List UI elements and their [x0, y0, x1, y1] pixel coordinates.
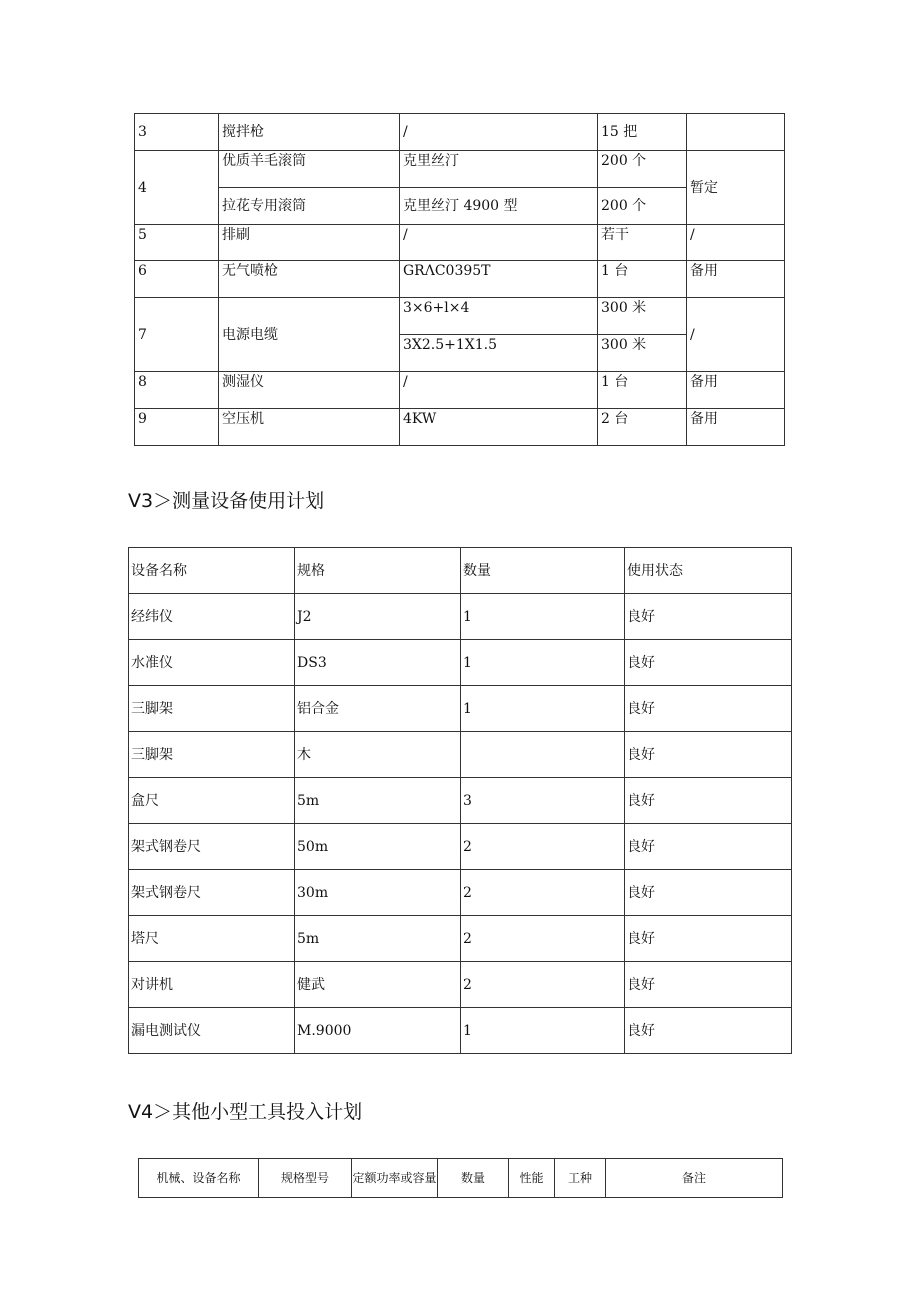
- table-row: [129, 594, 792, 640]
- cell-spec: /: [400, 225, 598, 261]
- header-cell: 使用状态: [625, 548, 792, 594]
- cell-device-name: 三脚架: [129, 686, 295, 732]
- cell-device-name: 盒尺: [129, 778, 295, 824]
- cell-name: 拉花专用滚筒: [219, 188, 400, 225]
- header-cell: 机械、设备名称: [139, 1159, 259, 1198]
- cell-no: 9: [135, 409, 219, 446]
- table-row: [135, 114, 785, 151]
- cell-spec: J2: [295, 594, 461, 640]
- section-title-measuring: V3＞测量设备使用计划: [128, 490, 325, 512]
- section-title-small-tools: V4＞其他小型工具投入计划: [128, 1101, 363, 1123]
- table-row: [135, 298, 785, 335]
- cell-qty: 200 个: [598, 188, 687, 225]
- cell-qty: 1: [461, 1008, 625, 1054]
- table-row: [129, 778, 792, 824]
- cell-spec: 克里丝汀 4900 型: [400, 188, 598, 225]
- cell-status: 良好: [625, 962, 792, 1008]
- header-cell: 工种: [555, 1159, 606, 1198]
- cell-no: 7: [135, 298, 219, 372]
- cell-status: 良好: [625, 640, 792, 686]
- cell-no: 3: [135, 114, 219, 151]
- cell-spec: 4KW: [400, 409, 598, 446]
- cell-status: 良好: [625, 732, 792, 778]
- cell-device-name: 经纬仪: [129, 594, 295, 640]
- cell-device-name: 塔尺: [129, 916, 295, 962]
- cell-device-name: 架式钢卷尺: [129, 870, 295, 916]
- table-row: [135, 372, 785, 409]
- table-row: [135, 151, 785, 188]
- cell-spec: 木: [295, 732, 461, 778]
- cell-spec: GRΛC0395T: [400, 261, 598, 298]
- cell-name: 搅拌枪: [219, 114, 400, 151]
- tools-table: [134, 113, 785, 446]
- cell-spec: 5m: [295, 778, 461, 824]
- cell-device-name: 水准仪: [129, 640, 295, 686]
- cell-note: 备用: [687, 409, 785, 446]
- cell-spec: M.9000: [295, 1008, 461, 1054]
- table-row: [129, 870, 792, 916]
- cell-qty: 300 米: [598, 335, 687, 372]
- cell-no: 8: [135, 372, 219, 409]
- cell-qty: 1 台: [598, 372, 687, 409]
- table-row: [129, 686, 792, 732]
- header-cell: 规格: [295, 548, 461, 594]
- table-row: [129, 1008, 792, 1054]
- measuring-equipment-table: [128, 547, 792, 1054]
- table-row: [135, 225, 785, 261]
- header-cell: 性能: [509, 1159, 555, 1198]
- cell-spec: 30m: [295, 870, 461, 916]
- cell-spec: /: [400, 114, 598, 151]
- small-tools-table: [138, 1158, 783, 1198]
- cell-note: 备用: [687, 372, 785, 409]
- cell-note: /: [687, 225, 785, 261]
- cell-name: 优质羊毛滚筒: [219, 151, 400, 188]
- cell-name: 测湿仪: [219, 372, 400, 409]
- table-row: [129, 824, 792, 870]
- cell-spec: 3×6+l×4: [400, 298, 598, 335]
- table-row: [129, 732, 792, 778]
- cell-device-name: 漏电测试仪: [129, 1008, 295, 1054]
- header-cell: 数量: [438, 1159, 509, 1198]
- header-cell: 规格型号: [259, 1159, 352, 1198]
- cell-no: 4: [135, 151, 219, 225]
- cell-no: 6: [135, 261, 219, 298]
- cell-qty: 1: [461, 686, 625, 732]
- header-cell: 设备名称: [129, 548, 295, 594]
- cell-status: 良好: [625, 870, 792, 916]
- cell-qty: 15 把: [598, 114, 687, 151]
- cell-no: 5: [135, 225, 219, 261]
- cell-spec: 3X2.5+1X1.5: [400, 335, 598, 372]
- cell-status: 良好: [625, 686, 792, 732]
- table-row: [135, 409, 785, 446]
- cell-device-name: 对讲机: [129, 962, 295, 1008]
- cell-status: 良好: [625, 1008, 792, 1054]
- cell-spec: 5m: [295, 916, 461, 962]
- cell-note: /: [687, 298, 785, 372]
- cell-status: 良好: [625, 916, 792, 962]
- cell-qty: 1: [461, 594, 625, 640]
- cell-qty: 若干: [598, 225, 687, 261]
- cell-qty: 2: [461, 870, 625, 916]
- cell-qty: 1 台: [598, 261, 687, 298]
- cell-name: 电源电缆: [219, 298, 400, 372]
- cell-qty: [461, 732, 625, 778]
- header-cell: 数量: [461, 548, 625, 594]
- table-header-row: [139, 1159, 783, 1198]
- cell-device-name: 架式钢卷尺: [129, 824, 295, 870]
- cell-name: 排刷: [219, 225, 400, 261]
- cell-spec: DS3: [295, 640, 461, 686]
- table-header-row: [129, 548, 792, 594]
- cell-spec: 铝合金: [295, 686, 461, 732]
- cell-qty: 200 个: [598, 151, 687, 188]
- cell-spec: 50m: [295, 824, 461, 870]
- cell-qty: 300 米: [598, 298, 687, 335]
- cell-qty: 1: [461, 640, 625, 686]
- cell-note: [687, 114, 785, 151]
- cell-status: 良好: [625, 594, 792, 640]
- cell-spec: /: [400, 372, 598, 409]
- table-row: [129, 962, 792, 1008]
- cell-note: 备用: [687, 261, 785, 298]
- cell-qty: 2 台: [598, 409, 687, 446]
- header-cell: 备注: [606, 1159, 783, 1198]
- cell-spec: 健武: [295, 962, 461, 1008]
- cell-spec: 克里丝汀: [400, 151, 598, 188]
- cell-status: 良好: [625, 824, 792, 870]
- cell-status: 良好: [625, 778, 792, 824]
- cell-device-name: 三脚架: [129, 732, 295, 778]
- cell-qty: 2: [461, 962, 625, 1008]
- table-row: [129, 640, 792, 686]
- cell-qty: 2: [461, 916, 625, 962]
- cell-qty: 2: [461, 824, 625, 870]
- table-row: [129, 916, 792, 962]
- cell-name: 无气喷枪: [219, 261, 400, 298]
- cell-qty: 3: [461, 778, 625, 824]
- table-row: [135, 261, 785, 298]
- cell-note: 暂定: [687, 151, 785, 225]
- cell-name: 空压机: [219, 409, 400, 446]
- header-cell: 定额功率或容量: [352, 1159, 438, 1198]
